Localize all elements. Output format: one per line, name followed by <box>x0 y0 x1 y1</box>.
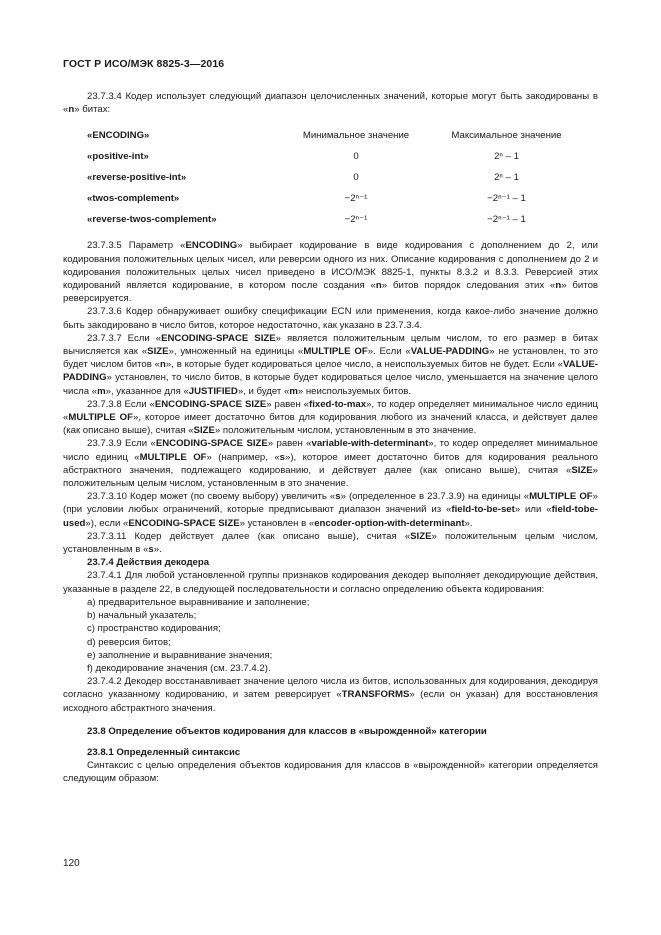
paragraph-23-7-3-10: 23.7.3.10 Кодер может (по своему выбору) увеличить «s» (определенное в 23.7.3.9) на единицы «MULTIPLE OF» (при условии любых ограничений, которые предписывают диапазон значений из «field-to-be-set» или «field-tobe-used»), если «ENCODING-SPACE SIZE» установлен в «encoder-option-with-determinant». <box>63 491 598 529</box>
table-cell-max: −2ⁿ⁻¹ – 1 <box>487 193 526 205</box>
list-item: b) начальный указатель; <box>87 610 197 622</box>
paragraph-23-7-3-5: 23.7.3.5 Параметр «ENCODING» выбирает кодирование в виде кодирования с дополнением до 2, или кодирования положительных целых чисел, или реверсии одного из них. Описание кодирования с дополнением до 2 и кодирования положительных целых чисел приведено в ИСО/МЭК 8825-1, пункты 8.3.2 и 8.3.3. Реверсией этих кодирований является кодирование, в котором после создания «n» битов порядок следования этих «n» битов реверсируется. <box>63 240 599 305</box>
table-header-encoding: «ENCODING» <box>87 130 150 142</box>
table-row <box>63 167 598 188</box>
table-cell-min: 0 <box>353 151 359 163</box>
table-cell-name: «reverse-positive-int» <box>87 172 187 184</box>
paragraph-23-8-1: Синтаксис с целью определения объектов кодирования для классов в «вырожденной» категории определяется следующим образом: <box>63 760 598 785</box>
paragraph-23-7-3-11: 23.7.3.11 Кодер действует далее (как описано выше), считая «SIZE» положительным целым числом, установленным в «s». <box>63 530 598 556</box>
list-item: f) декодирование значения (см. 23.7.4.2). <box>87 662 271 674</box>
document-body <box>63 90 598 786</box>
paragraph-23-7-3-9: 23.7.3.9 Если «ENCODING-SPACE SIZE» равен «variable-with-determinant», то кодер определяет минимальное число единиц «MULTIPLE OF» (например, «s»), которое имеет достаточно битов для кодирования реального абстрактного значения, подлежащего кодированию, и действует далее (как описано выше), считая «SIZE» положительным целым числом, установленным в это значение. <box>63 438 599 490</box>
table-cell-name: «reverse-twos-complement» <box>87 214 217 226</box>
document-header: ГОСТ Р ИСО/МЭК 8825-3—2016 <box>63 58 225 70</box>
encoding-range-table <box>63 125 598 230</box>
paragraph-23-7-4-2: 23.7.4.2 Декодер восстанавливает значение целого числа из битов, использованных для кодирования, декодируя согласно указанному кодированию, и затем реверсирует «TRANSFORMS» (если он указан) для восстановления исходного абстрактного значения. <box>63 676 598 714</box>
page-number: 120 <box>63 858 80 869</box>
paragraph-23-7-3-6: 23.7.3.6 Кодер обнаруживает ошибку спецификации ECN или применения, когда какое-либо значение должно быть закодировано в число битов, которое недостаточно, как указано в 23.7.3.4. <box>63 306 598 331</box>
heading-23-8-1: 23.8.1 Определенный синтаксис <box>87 746 241 758</box>
table-cell-max: 2ⁿ – 1 <box>494 151 519 163</box>
table-cell-max: −2ⁿ⁻¹ – 1 <box>487 214 526 226</box>
table-header-max: Максимальное значение <box>451 130 562 142</box>
table-cell-min: −2ⁿ⁻¹ <box>344 193 368 205</box>
paragraph-23-7-3-7: 23.7.3.7 Если «ENCODING-SPACE SIZE» является положительным целым числом, то его размер в битах вычисляется как «SIZE», умноженный на единицы «MULTIPLE OF». Если «VALUE-PADDING» не установлен, то это будет числом битов «n», в которые будет кодироваться целое число, а неиспользуемых битов не будет. Если «VALUE-PADDING» установлен, то число битов, в которые будет кодироваться целое число, уменьшается на значение целого числа «m», указанное для «JUSTIFIED», и будет «m» неиспользуемых битов. <box>63 332 598 397</box>
table-row <box>63 146 598 167</box>
paragraph-23-7-3-8: 23.7.3.8 Если «ENCODING-SPACE SIZE» равен «fixed-to-max», то кодер определяет минимальное число единиц «MULTIPLE OF», которое имеет достаточно битов для кодирования любого из значений класса, и действует далее (как описано выше), считая «SIZE» положительным числом, установленным в это значение. <box>63 398 599 437</box>
table-cell-min: 0 <box>353 172 359 184</box>
table-cell-name: «positive-int» <box>87 151 149 163</box>
list-item: e) заполнение и выравнивание значения; <box>87 649 273 661</box>
table-cell-max: 2ⁿ – 1 <box>494 172 519 184</box>
list-item: c) пространство кодирования; <box>87 623 221 635</box>
heading-23-8: 23.8 Определение объектов кодирования для классов в «вырожденной» категории <box>87 725 487 737</box>
heading-23-7-4: 23.7.4 Действия декодера <box>87 557 210 569</box>
table-row <box>63 209 598 230</box>
list-item: d) реверсия битов; <box>87 636 171 648</box>
paragraph-23-7-4-1: 23.7.4.1 Для любой установленной группы признаков кодирования декодер выполняет декодирующие действия, указанные в разделе 22, в следующей последовательности и согласно определению объекта кодирования: <box>63 570 598 595</box>
paragraph-23-7-3-4: 23.7.3.4 Кодер использует следующий диапазон целочисленных значений, которые могут быть закодированы в «n» битах: <box>63 91 598 116</box>
table-row <box>63 188 598 209</box>
table-header-row <box>63 125 598 146</box>
table-cell-min: −2ⁿ⁻¹ <box>344 214 368 226</box>
table-cell-name: «twos-complement» <box>87 193 180 205</box>
table-header-min: Минимальное значение <box>302 130 410 142</box>
list-item: a) предварительное выравнивание и заполнение; <box>87 596 310 608</box>
